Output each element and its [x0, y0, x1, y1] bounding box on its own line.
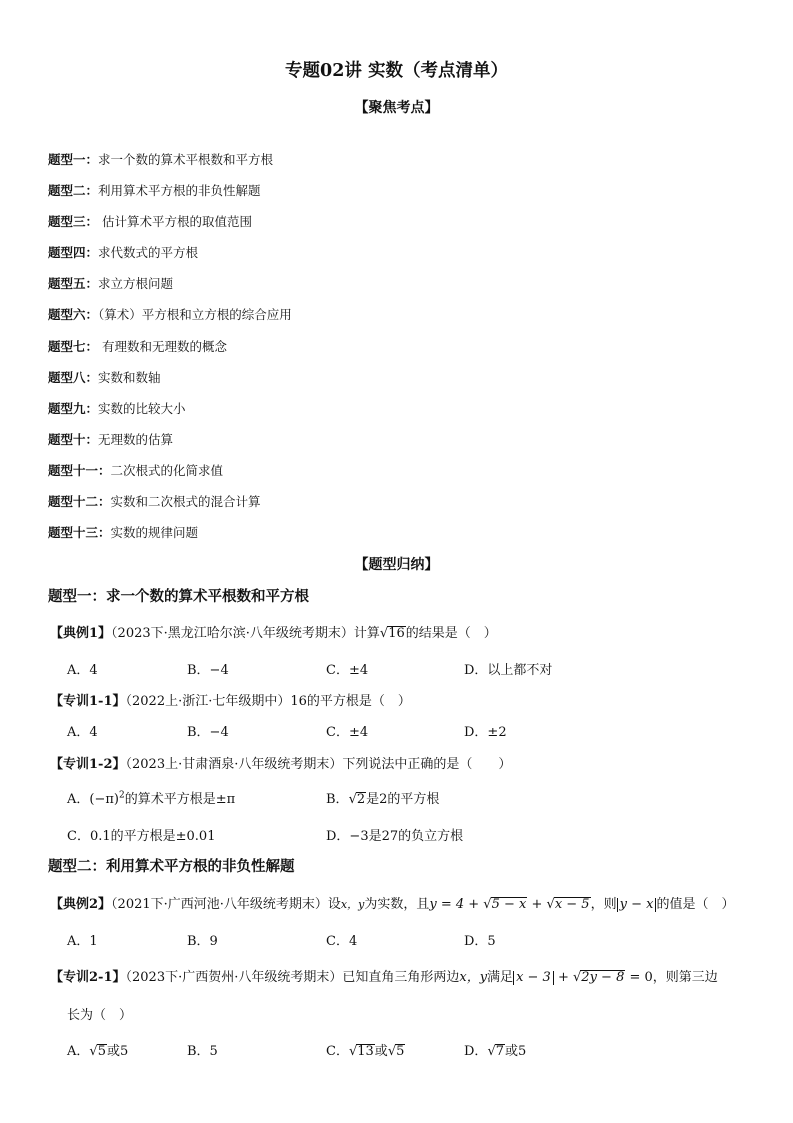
option-a: A．√5或5 — [67, 1044, 129, 1059]
option-d: D．−3是27的负立方根 — [326, 829, 464, 844]
option-c: C．±4 — [326, 725, 369, 740]
topic-item: 题型十三：实数的规律问题 — [48, 525, 199, 540]
topic-item: 题型三： 估计算术平方根的取值范围 — [48, 214, 252, 229]
option-d: D．以上都不对 — [464, 663, 553, 678]
practice-1-1: 【专训1-1】（2022上·浙江·七年级期中）16的平方根是（ ） — [50, 694, 411, 709]
topic-item: 题型十一：二次根式的化简求值 — [48, 463, 224, 478]
option-a: A．4 — [67, 663, 98, 678]
section-heading-type1: 题型一：求一个数的算术平根数和平方根 — [48, 588, 309, 605]
focus-heading: 【聚焦考点】 — [354, 100, 439, 116]
topic-item: 题型十二：实数和二次根式的混合计算 — [48, 494, 261, 509]
option-a: A．4 — [67, 725, 98, 740]
option-a: A．$(-\pi)^2$的算术平方根是±π — [67, 790, 236, 807]
topic-item: 题型九：实数的比较大小 — [48, 401, 186, 416]
option-c: C．0.1的平方根是±0.01 — [67, 829, 216, 844]
option-b: B．−4 — [187, 663, 229, 678]
example-2: 【典例2】（2021下·广西河池·八年级统考期末）设x，y为实数，且y = 4 + √5 − x + √x − 5，则 y − x 的值是（ ） — [50, 897, 735, 912]
topic-item: 题型八：实数和数轴 — [48, 370, 161, 385]
option-c: C．4 — [326, 934, 358, 949]
option-c: C．±4 — [326, 663, 369, 678]
option-d: D．5 — [464, 934, 496, 949]
topic-item: 题型十：无理数的估算 — [48, 432, 174, 447]
page-title: 专题02讲 实数（考点清单） — [285, 61, 508, 81]
topic-item: 题型二：利用算术平方根的非负性解题 — [48, 183, 261, 198]
option-b: B．√2是2的平方根 — [326, 792, 440, 807]
practice-2-1-continued: 长为（ ） — [67, 1008, 133, 1023]
topic-item: 题型四：求代数式的平方根 — [48, 245, 199, 260]
topic-item: 题型五：求立方根问题 — [48, 276, 174, 291]
option-c: C．√13或√5 — [326, 1044, 405, 1059]
summary-heading: 【题型归纳】 — [354, 557, 439, 573]
section-heading-type2: 题型二：利用算术平方根的非负性解题 — [48, 858, 295, 875]
option-b: B．9 — [187, 934, 218, 949]
option-a: A．1 — [67, 934, 98, 949]
option-d: D．√7或5 — [464, 1044, 527, 1059]
topic-item: 题型六：（算术）平方根和立方根的综合应用 — [48, 307, 292, 322]
practice-1-2: 【专训1-2】（2023上·甘肃酒泉·八年级统考期末）下列说法中正确的是（ ） — [50, 757, 512, 772]
topic-item: 题型一：求一个数的算术平根数和平方根 — [48, 152, 274, 167]
example-1: 【典例1】（2023下·黑龙江哈尔滨·八年级统考期末）计算√16的结果是（ ） — [50, 626, 497, 641]
option-d: D．±2 — [464, 725, 507, 740]
practice-2-1: 【专训2-1】（2023下·广西贺州·八年级统考期末）已知直角三角形两边x，y满足 x − 3 + √2y − 8 = 0，则第三边 — [50, 970, 718, 985]
option-b: B．−4 — [187, 725, 229, 740]
topic-item: 题型七： 有理数和无理数的概念 — [48, 339, 227, 354]
option-b: B．5 — [187, 1044, 218, 1059]
